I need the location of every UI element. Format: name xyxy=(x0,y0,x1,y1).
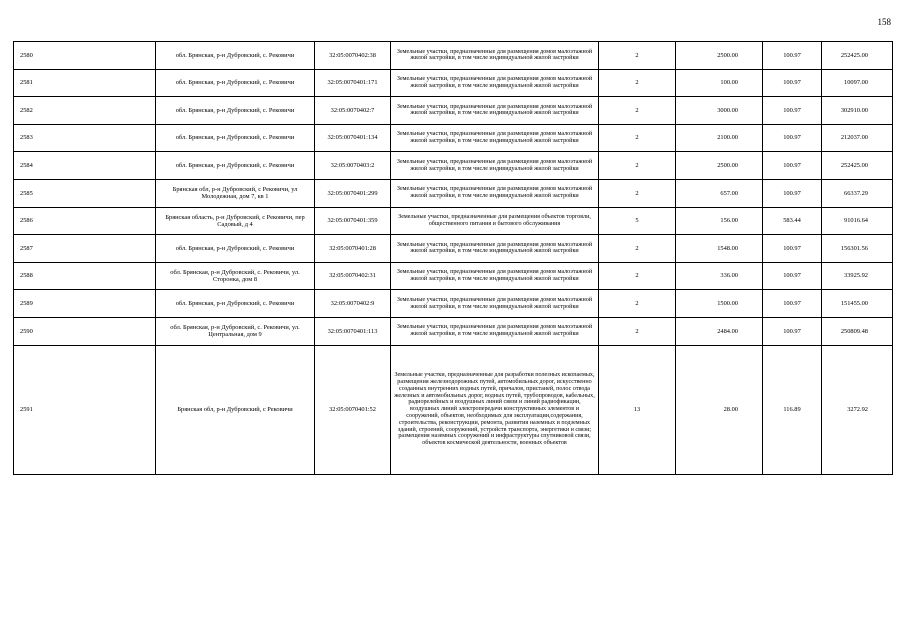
cadastral-number-cell: 32:05:0070401:359 xyxy=(315,207,391,235)
code-cell: 2 xyxy=(599,69,676,97)
table-row xyxy=(14,317,893,345)
table-row xyxy=(14,124,893,152)
land-use-cell: Земельные участки, предназначенные для размещения домов малоэтажной жилой застройки, в том числе индивидуальной жилой застройки xyxy=(391,42,599,70)
address-cell: обл. Брянская, р-н Дубровский, с. Рековичи xyxy=(156,290,315,318)
area-cell: 156.00 xyxy=(676,207,763,235)
rate-cell: 100.97 xyxy=(763,42,822,70)
total-value-cell: 252425.00 xyxy=(822,42,893,70)
cadastral-number-cell: 32:05:0070402:31 xyxy=(315,262,391,290)
total-value-cell: 302910.00 xyxy=(822,97,893,125)
code-cell: 2 xyxy=(599,235,676,263)
land-use-cell: Земельные участки, предназначенные для размещения домов малоэтажной жилой застройки, в том числе индивидуальной жилой застройки xyxy=(391,262,599,290)
address-cell: Брянская обл, р-н Дубровский, с Рековичи, ул Молодежная, дом 7, кв 1 xyxy=(156,179,315,207)
land-use-cell: Земельные участки, предназначенные для размещения домов малоэтажной жилой застройки, в том числе индивидуальной жилой застройки xyxy=(391,317,599,345)
area-cell: 336.00 xyxy=(676,262,763,290)
area-cell: 1548.00 xyxy=(676,235,763,263)
rate-cell: 100.97 xyxy=(763,262,822,290)
cadastral-number-cell: 32:05:0070401:113 xyxy=(315,317,391,345)
table-row xyxy=(14,97,893,125)
cadastral-number-cell: 32:05:0070401:171 xyxy=(315,69,391,97)
table-row xyxy=(14,290,893,318)
area-cell: 28.00 xyxy=(676,345,763,474)
area-cell: 100.00 xyxy=(676,69,763,97)
land-use-cell: Земельные участки, предназначенные для размещения домов малоэтажной жилой застройки, в том числе индивидуальной жилой застройки xyxy=(391,152,599,180)
land-use-cell: Земельные участки, предназначенные для размещения домов малоэтажной жилой застройки, в том числе индивидуальной жилой застройки xyxy=(391,290,599,318)
land-use-cell: Земельные участки, предназначенные для разработки полезных ископаемых, размещения железнодорожных путей, автомобильных дорог, искусственно созданных внутренних водных путей, причалов, пристаней, полос отвода железных и автомобильных дорог, водных путей, трубопроводов, кабельных, радиорелейных и воздушных линий связи и линий радиофикации, воздушных линий электропередачи конструктивных элементов и сооружений, объектов, необходимых для эксплуатации,содержания, строительства, реконструкции, ремонта, развития наземных и подземных зданий, строений, сооружений, устройств транспорта, энергетики и связи; размещения наземных сооружений и инфраструктуры спутниковой связи, объектов космической деятельности, военных объектов xyxy=(391,345,599,474)
area-cell: 2500.00 xyxy=(676,42,763,70)
code-cell: 2 xyxy=(599,317,676,345)
rate-cell: 100.97 xyxy=(763,235,822,263)
row-number: 2591 xyxy=(14,345,156,474)
rate-cell: 100.97 xyxy=(763,69,822,97)
table-row xyxy=(14,207,893,235)
table-row xyxy=(14,345,893,474)
total-value-cell: 212037.00 xyxy=(822,124,893,152)
cadastral-number-cell: 32:05:0070402:7 xyxy=(315,97,391,125)
rate-cell: 100.97 xyxy=(763,317,822,345)
land-use-cell: Земельные участки, предназначенные для размещения домов малоэтажной жилой застройки, в том числе индивидуальной жилой застройки xyxy=(391,179,599,207)
table-row xyxy=(14,152,893,180)
area-cell: 3000.00 xyxy=(676,97,763,125)
total-value-cell: 156301.56 xyxy=(822,235,893,263)
row-number: 2584 xyxy=(14,152,156,180)
total-value-cell: 66337.29 xyxy=(822,179,893,207)
code-cell: 2 xyxy=(599,290,676,318)
row-number: 2590 xyxy=(14,317,156,345)
total-value-cell: 10097.00 xyxy=(822,69,893,97)
rate-cell: 100.97 xyxy=(763,290,822,318)
address-cell: обл. Брянская, р-н Дубровский, с. Рековичи xyxy=(156,235,315,263)
code-cell: 2 xyxy=(599,97,676,125)
area-cell: 2100.00 xyxy=(676,124,763,152)
address-cell: обл. Брянская, р-н Дубровский, с. Рековичи xyxy=(156,152,315,180)
total-value-cell: 250809.48 xyxy=(822,317,893,345)
land-use-cell: Земельные участки, предназначенные для размещения домов малоэтажной жилой застройки, в том числе индивидуальной жилой застройки xyxy=(391,97,599,125)
address-cell: обл. Брянская, р-н Дубровский, с. Рековичи xyxy=(156,69,315,97)
cadastral-number-cell: 32:05:0070402:9 xyxy=(315,290,391,318)
rate-cell: 100.97 xyxy=(763,179,822,207)
address-cell: обл. Брянская, р-н Дубровский, с. Рековичи xyxy=(156,97,315,125)
row-number: 2583 xyxy=(14,124,156,152)
land-registry-table xyxy=(13,41,893,475)
table-row xyxy=(14,235,893,263)
rate-cell: 116.89 xyxy=(763,345,822,474)
land-use-cell: Земельные участки, предназначенные для размещения домов малоэтажной жилой застройки, в том числе индивидуальной жилой застройки xyxy=(391,69,599,97)
address-cell: обл. Брянская, р-н Дубровский, с. Рековичи xyxy=(156,124,315,152)
table-row xyxy=(14,262,893,290)
code-cell: 2 xyxy=(599,179,676,207)
rate-cell: 583.44 xyxy=(763,207,822,235)
rate-cell: 100.97 xyxy=(763,97,822,125)
area-cell: 2484.00 xyxy=(676,317,763,345)
table-row xyxy=(14,69,893,97)
row-number: 2585 xyxy=(14,179,156,207)
rate-cell: 100.97 xyxy=(763,152,822,180)
cadastral-number-cell: 32:05:0070403:2 xyxy=(315,152,391,180)
cadastral-number-cell: 32:05:0070401:299 xyxy=(315,179,391,207)
land-use-cell: Земельные участки, предназначенные для размещения домов малоэтажной жилой застройки, в том числе индивидуальной жилой застройки xyxy=(391,124,599,152)
cadastral-number-cell: 32:05:0070402:38 xyxy=(315,42,391,70)
row-number: 2588 xyxy=(14,262,156,290)
cadastral-number-cell: 32:05:0070401:52 xyxy=(315,345,391,474)
area-cell: 657.00 xyxy=(676,179,763,207)
address-cell: обл. Брянская, р-н Дубровский, с. Рековичи, ул. Центральная, дом 9 xyxy=(156,317,315,345)
row-number: 2581 xyxy=(14,69,156,97)
table-row xyxy=(14,179,893,207)
row-number: 2586 xyxy=(14,207,156,235)
row-number: 2587 xyxy=(14,235,156,263)
land-use-cell: Земельные участки, предназначенные для размещения домов малоэтажной жилой застройки, в том числе индивидуальной жилой застройки xyxy=(391,235,599,263)
code-cell: 5 xyxy=(599,207,676,235)
total-value-cell: 91016.64 xyxy=(822,207,893,235)
row-number: 2582 xyxy=(14,97,156,125)
total-value-cell: 151455.00 xyxy=(822,290,893,318)
cadastral-number-cell: 32:05:0070401:28 xyxy=(315,235,391,263)
code-cell: 13 xyxy=(599,345,676,474)
land-use-cell: Земельные участки, предназначенные для размещения объектов торговли, общественного питания и бытового обслуживания xyxy=(391,207,599,235)
table-body xyxy=(14,42,893,475)
address-cell: Брянская область, р-н Дубровский, с Рековичи, пер Садовый, д 4 xyxy=(156,207,315,235)
code-cell: 2 xyxy=(599,124,676,152)
row-number: 2580 xyxy=(14,42,156,70)
cadastral-number-cell: 32:05:0070401:134 xyxy=(315,124,391,152)
total-value-cell: 3272.92 xyxy=(822,345,893,474)
area-cell: 2500.00 xyxy=(676,152,763,180)
area-cell: 1500.00 xyxy=(676,290,763,318)
code-cell: 2 xyxy=(599,42,676,70)
code-cell: 2 xyxy=(599,262,676,290)
total-value-cell: 33925.92 xyxy=(822,262,893,290)
total-value-cell: 252425.00 xyxy=(822,152,893,180)
table-row xyxy=(14,42,893,70)
rate-cell: 100.97 xyxy=(763,124,822,152)
page-number: 158 xyxy=(877,17,891,27)
row-number: 2589 xyxy=(14,290,156,318)
address-cell: обл. Брянская, р-н Дубровский, с. Рековичи xyxy=(156,42,315,70)
code-cell: 2 xyxy=(599,152,676,180)
address-cell: Брянская обл, р-н Дубровский, с Рековичи xyxy=(156,345,315,474)
address-cell: обл. Брянская, р-н Дубровский, с. Рековичи, ул. Сторонка, дом 8 xyxy=(156,262,315,290)
